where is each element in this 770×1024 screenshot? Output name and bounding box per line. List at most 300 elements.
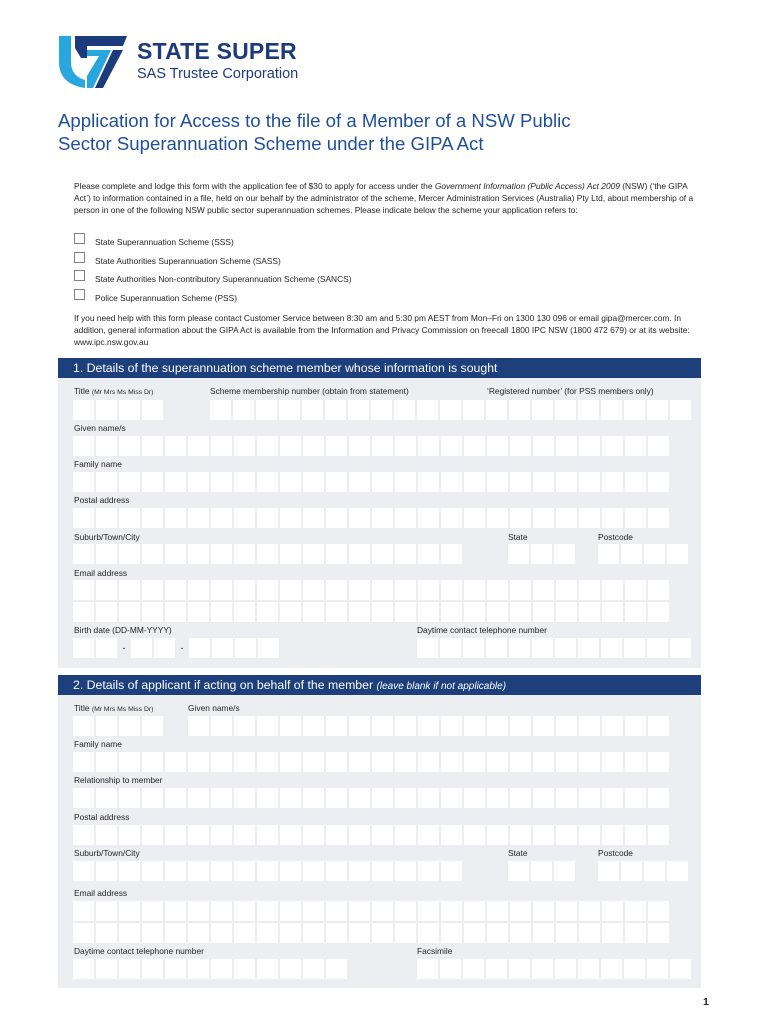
character-box[interactable] xyxy=(667,544,688,564)
character-box[interactable] xyxy=(601,400,622,420)
character-box[interactable] xyxy=(211,508,232,528)
character-box[interactable] xyxy=(303,436,324,456)
character-box[interactable] xyxy=(510,923,531,943)
character-box[interactable] xyxy=(119,716,140,736)
character-box[interactable] xyxy=(602,716,623,736)
s2-family-boxes[interactable] xyxy=(73,752,669,772)
character-box[interactable] xyxy=(510,716,531,736)
character-box[interactable] xyxy=(280,825,301,845)
character-box[interactable] xyxy=(556,436,577,456)
character-box[interactable] xyxy=(142,602,163,622)
character-box[interactable] xyxy=(96,508,117,528)
character-box[interactable] xyxy=(119,508,140,528)
character-box[interactable] xyxy=(303,472,324,492)
character-box[interactable] xyxy=(533,602,554,622)
character-box[interactable] xyxy=(211,752,232,772)
character-box[interactable] xyxy=(625,472,646,492)
character-box[interactable] xyxy=(441,901,462,921)
character-box[interactable] xyxy=(648,436,669,456)
character-box[interactable] xyxy=(487,436,508,456)
character-box[interactable] xyxy=(119,400,140,420)
character-box[interactable] xyxy=(96,825,117,845)
character-box[interactable] xyxy=(508,861,529,881)
character-box[interactable] xyxy=(644,861,665,881)
s1-email-boxes-1[interactable] xyxy=(73,580,669,600)
s1-membership-boxes[interactable] xyxy=(210,400,484,420)
character-box[interactable] xyxy=(463,638,484,658)
character-box[interactable] xyxy=(556,788,577,808)
character-box[interactable] xyxy=(188,788,209,808)
birth-day-box[interactable] xyxy=(73,638,94,658)
character-box[interactable] xyxy=(73,508,94,528)
character-box[interactable] xyxy=(533,923,554,943)
character-box[interactable] xyxy=(418,901,439,921)
character-box[interactable] xyxy=(234,508,255,528)
character-box[interactable] xyxy=(73,825,94,845)
character-box[interactable] xyxy=(417,638,438,658)
character-box[interactable] xyxy=(395,602,416,622)
character-box[interactable] xyxy=(602,752,623,772)
character-box[interactable] xyxy=(395,861,416,881)
s2-postal-boxes[interactable] xyxy=(73,825,669,845)
character-box[interactable] xyxy=(648,752,669,772)
character-box[interactable] xyxy=(648,825,669,845)
character-box[interactable] xyxy=(96,923,117,943)
character-box[interactable] xyxy=(280,752,301,772)
s1-phone-boxes[interactable] xyxy=(417,638,691,658)
character-box[interactable] xyxy=(578,638,599,658)
character-box[interactable] xyxy=(349,436,370,456)
character-box[interactable] xyxy=(73,400,94,420)
character-box[interactable] xyxy=(165,436,186,456)
character-box[interactable] xyxy=(625,508,646,528)
character-box[interactable] xyxy=(532,638,553,658)
character-box[interactable] xyxy=(531,861,552,881)
character-box[interactable] xyxy=(441,580,462,600)
character-box[interactable] xyxy=(441,544,462,564)
character-box[interactable] xyxy=(487,716,508,736)
character-box[interactable] xyxy=(257,752,278,772)
character-box[interactable] xyxy=(96,580,117,600)
character-box[interactable] xyxy=(257,544,278,564)
birth-year-box[interactable] xyxy=(258,638,279,658)
character-box[interactable] xyxy=(372,901,393,921)
character-box[interactable] xyxy=(96,788,117,808)
character-box[interactable] xyxy=(303,901,324,921)
s2-fax-boxes[interactable] xyxy=(417,959,691,979)
character-box[interactable] xyxy=(394,400,415,420)
character-box[interactable] xyxy=(395,716,416,736)
character-box[interactable] xyxy=(602,825,623,845)
character-box[interactable] xyxy=(395,580,416,600)
character-box[interactable] xyxy=(142,508,163,528)
character-box[interactable] xyxy=(303,861,324,881)
character-box[interactable] xyxy=(395,436,416,456)
character-box[interactable] xyxy=(73,923,94,943)
character-box[interactable] xyxy=(188,508,209,528)
character-box[interactable] xyxy=(648,472,669,492)
character-box[interactable] xyxy=(556,472,577,492)
character-box[interactable] xyxy=(440,959,461,979)
character-box[interactable] xyxy=(487,580,508,600)
character-box[interactable] xyxy=(533,472,554,492)
character-box[interactable] xyxy=(257,825,278,845)
character-box[interactable] xyxy=(510,472,531,492)
s2-title-boxes[interactable] xyxy=(73,716,163,736)
character-box[interactable] xyxy=(670,638,691,658)
character-box[interactable] xyxy=(531,544,552,564)
character-box[interactable] xyxy=(234,544,255,564)
character-box[interactable] xyxy=(142,436,163,456)
character-box[interactable] xyxy=(280,580,301,600)
character-box[interactable] xyxy=(625,901,646,921)
birth-year-box[interactable] xyxy=(212,638,233,658)
character-box[interactable] xyxy=(670,400,691,420)
s2-postcode-boxes[interactable] xyxy=(598,861,688,881)
character-box[interactable] xyxy=(303,825,324,845)
character-box[interactable] xyxy=(624,959,645,979)
character-box[interactable] xyxy=(579,508,600,528)
character-box[interactable] xyxy=(395,901,416,921)
character-box[interactable] xyxy=(556,716,577,736)
character-box[interactable] xyxy=(326,436,347,456)
character-box[interactable] xyxy=(119,901,140,921)
character-box[interactable] xyxy=(326,901,347,921)
character-box[interactable] xyxy=(395,752,416,772)
character-box[interactable] xyxy=(119,436,140,456)
character-box[interactable] xyxy=(257,436,278,456)
character-box[interactable] xyxy=(648,901,669,921)
character-box[interactable] xyxy=(602,472,623,492)
character-box[interactable] xyxy=(257,788,278,808)
character-box[interactable] xyxy=(648,788,669,808)
character-box[interactable] xyxy=(349,752,370,772)
character-box[interactable] xyxy=(326,788,347,808)
character-box[interactable] xyxy=(556,825,577,845)
s1-state-boxes[interactable] xyxy=(508,544,575,564)
character-box[interactable] xyxy=(464,923,485,943)
character-box[interactable] xyxy=(464,472,485,492)
character-box[interactable] xyxy=(372,436,393,456)
character-box[interactable] xyxy=(119,544,140,564)
character-box[interactable] xyxy=(326,752,347,772)
character-box[interactable] xyxy=(119,472,140,492)
character-box[interactable] xyxy=(532,400,553,420)
character-box[interactable] xyxy=(621,861,642,881)
s1-title-boxes[interactable] xyxy=(73,400,163,420)
character-box[interactable] xyxy=(257,472,278,492)
character-box[interactable] xyxy=(418,544,439,564)
character-box[interactable] xyxy=(96,752,117,772)
birth-month-box[interactable] xyxy=(131,638,152,658)
character-box[interactable] xyxy=(418,508,439,528)
character-box[interactable] xyxy=(602,436,623,456)
character-box[interactable] xyxy=(578,959,599,979)
character-box[interactable] xyxy=(142,716,163,736)
character-box[interactable] xyxy=(556,901,577,921)
character-box[interactable] xyxy=(234,788,255,808)
character-box[interactable] xyxy=(188,923,209,943)
character-box[interactable] xyxy=(602,580,623,600)
character-box[interactable] xyxy=(257,716,278,736)
character-box[interactable] xyxy=(73,602,94,622)
character-box[interactable] xyxy=(371,400,392,420)
character-box[interactable] xyxy=(165,752,186,772)
character-box[interactable] xyxy=(234,716,255,736)
character-box[interactable] xyxy=(96,959,117,979)
character-box[interactable] xyxy=(510,508,531,528)
character-box[interactable] xyxy=(142,400,163,420)
character-box[interactable] xyxy=(349,580,370,600)
character-box[interactable] xyxy=(395,825,416,845)
character-box[interactable] xyxy=(556,923,577,943)
character-box[interactable] xyxy=(142,825,163,845)
character-box[interactable] xyxy=(165,602,186,622)
character-box[interactable] xyxy=(625,580,646,600)
character-box[interactable] xyxy=(533,788,554,808)
birth-year-box[interactable] xyxy=(189,638,210,658)
character-box[interactable] xyxy=(487,752,508,772)
character-box[interactable] xyxy=(302,400,323,420)
character-box[interactable] xyxy=(418,788,439,808)
scheme-checkbox-sancs[interactable] xyxy=(74,270,85,281)
character-box[interactable] xyxy=(211,923,232,943)
character-box[interactable] xyxy=(303,602,324,622)
character-box[interactable] xyxy=(165,544,186,564)
character-box[interactable] xyxy=(510,788,531,808)
character-box[interactable] xyxy=(510,752,531,772)
character-box[interactable] xyxy=(165,923,186,943)
character-box[interactable] xyxy=(349,901,370,921)
character-box[interactable] xyxy=(326,508,347,528)
character-box[interactable] xyxy=(372,861,393,881)
s2-email-boxes-2[interactable] xyxy=(73,923,669,943)
character-box[interactable] xyxy=(464,825,485,845)
character-box[interactable] xyxy=(188,472,209,492)
character-box[interactable] xyxy=(510,580,531,600)
character-box[interactable] xyxy=(533,580,554,600)
character-box[interactable] xyxy=(441,436,462,456)
character-box[interactable] xyxy=(119,580,140,600)
character-box[interactable] xyxy=(188,544,209,564)
scheme-checkbox-sass[interactable] xyxy=(74,252,85,263)
character-box[interactable] xyxy=(372,752,393,772)
character-box[interactable] xyxy=(349,602,370,622)
character-box[interactable] xyxy=(602,901,623,921)
character-box[interactable] xyxy=(188,436,209,456)
character-box[interactable] xyxy=(556,580,577,600)
character-box[interactable] xyxy=(234,580,255,600)
character-box[interactable] xyxy=(441,825,462,845)
character-box[interactable] xyxy=(602,602,623,622)
scheme-checkbox-pss[interactable] xyxy=(74,289,85,300)
character-box[interactable] xyxy=(464,752,485,772)
character-box[interactable] xyxy=(578,400,599,420)
character-box[interactable] xyxy=(395,788,416,808)
character-box[interactable] xyxy=(555,400,576,420)
character-box[interactable] xyxy=(142,923,163,943)
character-box[interactable] xyxy=(349,923,370,943)
character-box[interactable] xyxy=(142,752,163,772)
character-box[interactable] xyxy=(73,580,94,600)
s2-phone-boxes[interactable] xyxy=(73,959,347,979)
character-box[interactable] xyxy=(395,544,416,564)
character-box[interactable] xyxy=(233,400,254,420)
character-box[interactable] xyxy=(647,400,668,420)
character-box[interactable] xyxy=(257,923,278,943)
character-box[interactable] xyxy=(463,400,484,420)
s1-suburb-boxes[interactable] xyxy=(73,544,462,564)
s2-state-boxes[interactable] xyxy=(508,861,575,881)
character-box[interactable] xyxy=(417,959,438,979)
character-box[interactable] xyxy=(280,716,301,736)
character-box[interactable] xyxy=(165,580,186,600)
character-box[interactable] xyxy=(625,752,646,772)
character-box[interactable] xyxy=(556,602,577,622)
character-box[interactable] xyxy=(280,436,301,456)
character-box[interactable] xyxy=(533,508,554,528)
character-box[interactable] xyxy=(142,901,163,921)
character-box[interactable] xyxy=(579,602,600,622)
character-box[interactable] xyxy=(555,638,576,658)
character-box[interactable] xyxy=(486,638,507,658)
character-box[interactable] xyxy=(510,825,531,845)
character-box[interactable] xyxy=(625,825,646,845)
character-box[interactable] xyxy=(395,472,416,492)
character-box[interactable] xyxy=(579,901,600,921)
character-box[interactable] xyxy=(395,923,416,943)
character-box[interactable] xyxy=(556,508,577,528)
character-box[interactable] xyxy=(441,508,462,528)
character-box[interactable] xyxy=(165,472,186,492)
character-box[interactable] xyxy=(349,861,370,881)
character-box[interactable] xyxy=(280,923,301,943)
scheme-option-sancs[interactable] xyxy=(74,270,474,289)
character-box[interactable] xyxy=(464,788,485,808)
birth-year-box[interactable] xyxy=(235,638,256,658)
character-box[interactable] xyxy=(579,752,600,772)
character-box[interactable] xyxy=(579,788,600,808)
character-box[interactable] xyxy=(579,472,600,492)
character-box[interactable] xyxy=(579,825,600,845)
character-box[interactable] xyxy=(280,901,301,921)
character-box[interactable] xyxy=(73,752,94,772)
character-box[interactable] xyxy=(372,825,393,845)
character-box[interactable] xyxy=(96,901,117,921)
character-box[interactable] xyxy=(533,901,554,921)
s2-relationship-boxes[interactable] xyxy=(73,788,669,808)
character-box[interactable] xyxy=(372,923,393,943)
character-box[interactable] xyxy=(348,400,369,420)
character-box[interactable] xyxy=(211,959,232,979)
scheme-checkbox-sss[interactable] xyxy=(74,233,85,244)
character-box[interactable] xyxy=(326,602,347,622)
character-box[interactable] xyxy=(625,716,646,736)
character-box[interactable] xyxy=(647,959,668,979)
character-box[interactable] xyxy=(234,825,255,845)
character-box[interactable] xyxy=(165,508,186,528)
character-box[interactable] xyxy=(625,602,646,622)
birth-day-box[interactable] xyxy=(96,638,117,658)
character-box[interactable] xyxy=(579,716,600,736)
character-box[interactable] xyxy=(624,638,645,658)
character-box[interactable] xyxy=(326,544,347,564)
character-box[interactable] xyxy=(510,436,531,456)
character-box[interactable] xyxy=(579,923,600,943)
character-box[interactable] xyxy=(621,544,642,564)
character-box[interactable] xyxy=(234,923,255,943)
character-box[interactable] xyxy=(440,400,461,420)
character-box[interactable] xyxy=(326,825,347,845)
character-box[interactable] xyxy=(211,716,232,736)
character-box[interactable] xyxy=(211,436,232,456)
character-box[interactable] xyxy=(487,901,508,921)
character-box[interactable] xyxy=(303,788,324,808)
character-box[interactable] xyxy=(441,861,462,881)
character-box[interactable] xyxy=(256,400,277,420)
character-box[interactable] xyxy=(441,716,462,736)
character-box[interactable] xyxy=(486,959,507,979)
character-box[interactable] xyxy=(188,752,209,772)
character-box[interactable] xyxy=(280,544,301,564)
character-box[interactable] xyxy=(188,602,209,622)
character-box[interactable] xyxy=(533,716,554,736)
character-box[interactable] xyxy=(119,861,140,881)
character-box[interactable] xyxy=(555,959,576,979)
character-box[interactable] xyxy=(142,544,163,564)
character-box[interactable] xyxy=(211,861,232,881)
character-box[interactable] xyxy=(349,825,370,845)
character-box[interactable] xyxy=(648,602,669,622)
character-box[interactable] xyxy=(73,436,94,456)
character-box[interactable] xyxy=(326,716,347,736)
character-box[interactable] xyxy=(211,825,232,845)
character-box[interactable] xyxy=(73,861,94,881)
character-box[interactable] xyxy=(487,472,508,492)
character-box[interactable] xyxy=(349,788,370,808)
character-box[interactable] xyxy=(602,508,623,528)
character-box[interactable] xyxy=(554,544,575,564)
character-box[interactable] xyxy=(598,544,619,564)
character-box[interactable] xyxy=(142,959,163,979)
character-box[interactable] xyxy=(119,788,140,808)
character-box[interactable] xyxy=(602,923,623,943)
s1-postal-boxes[interactable] xyxy=(73,508,669,528)
character-box[interactable] xyxy=(73,901,94,921)
character-box[interactable] xyxy=(372,716,393,736)
character-box[interactable] xyxy=(142,580,163,600)
birth-month-box[interactable] xyxy=(154,638,175,658)
character-box[interactable] xyxy=(303,923,324,943)
character-box[interactable] xyxy=(303,752,324,772)
character-box[interactable] xyxy=(211,544,232,564)
character-box[interactable] xyxy=(234,436,255,456)
character-box[interactable] xyxy=(510,901,531,921)
scheme-option-sss[interactable] xyxy=(74,233,474,252)
character-box[interactable] xyxy=(556,752,577,772)
character-box[interactable] xyxy=(234,752,255,772)
character-box[interactable] xyxy=(601,959,622,979)
character-box[interactable] xyxy=(464,901,485,921)
character-box[interactable] xyxy=(372,580,393,600)
character-box[interactable] xyxy=(487,825,508,845)
character-box[interactable] xyxy=(73,472,94,492)
character-box[interactable] xyxy=(418,436,439,456)
scheme-option-sass[interactable] xyxy=(74,252,474,271)
character-box[interactable] xyxy=(441,472,462,492)
character-box[interactable] xyxy=(73,788,94,808)
character-box[interactable] xyxy=(303,959,324,979)
